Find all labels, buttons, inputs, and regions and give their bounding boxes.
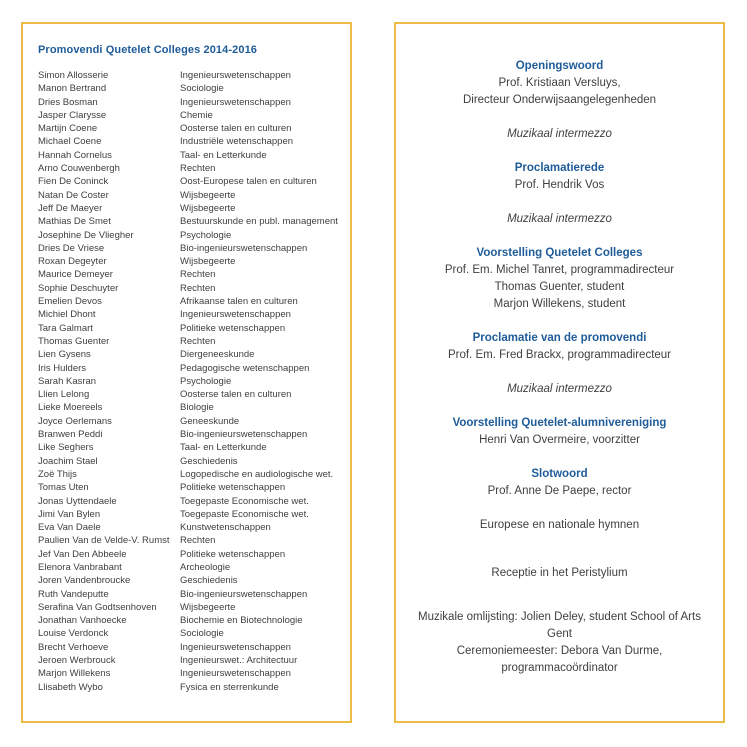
promovendus-name: Brecht Verhoeve (38, 641, 109, 653)
promovendus-field: Afrikaanse talen en culturen (180, 296, 298, 308)
promovendus-row (38, 614, 342, 627)
promovendus-name: Martijn Coene (38, 123, 98, 135)
promovendus-field: Pedagogische wetenschappen (180, 362, 310, 374)
promovendus-field: Ingenieurswet.: Architectuur (180, 655, 298, 667)
promovendus-name: Natan De Coster (38, 189, 109, 201)
promovendus-field: Archeologie (180, 561, 231, 573)
promovendus-row (38, 242, 342, 255)
promovendus-name: Jeroen Werbrouck (38, 655, 116, 667)
program-line: Thomas Guenter, student (494, 281, 625, 293)
promovendus-field: Toegepaste Economische wet. (180, 508, 309, 520)
promovendus-row (38, 69, 342, 82)
promovendus-name: Michael Coene (38, 136, 102, 148)
promovendi-title: Promovendi Quetelet Colleges 2014-2016 (38, 44, 257, 56)
promovendus-field: Wijsbegeerte (180, 256, 236, 268)
promovendus-row (38, 162, 342, 175)
promovendus-field: Psychologie (180, 229, 232, 241)
promovendus-row (38, 455, 342, 468)
promovendus-field: Wijsbegeerte (180, 189, 236, 201)
promovendus-field: Rechten (180, 535, 216, 547)
program-line: Proclamatierede (514, 162, 605, 174)
promovendus-field: Geneeskunde (180, 415, 240, 427)
program-line: Muzikaal intermezzo (507, 213, 612, 225)
promovendus-field: Bestuurskunde en publ. management (180, 216, 338, 228)
promovendus-row (38, 308, 342, 321)
promovendus-field: Biochemie en Biotechnologie (180, 615, 303, 627)
promovendus-field: Geschiedenis (180, 575, 238, 587)
promovendus-field: Diergeneeskunde (180, 349, 255, 361)
promovendus-row (38, 601, 342, 614)
promovendus-row (38, 215, 342, 228)
promovendus-name: Llien Lelong (38, 389, 90, 401)
promovendus-name: Jimi Van Bylen (38, 508, 101, 520)
promovendus-row (38, 428, 342, 441)
program-line: Directeur Onderwijsaangelegenheden (462, 94, 657, 106)
program-blocks (408, 58, 711, 582)
promovendus-row (38, 468, 342, 481)
promovendus-name: Thomas Guenter (38, 335, 110, 347)
program-credits (408, 609, 711, 677)
promovendus-name: Eva Van Daele (38, 522, 101, 534)
program-line: Proclamatie van de promovendi (472, 332, 647, 344)
program-line: Muzikaal intermezzo (507, 383, 612, 395)
promovendus-row (38, 588, 342, 601)
promovendus-field: Oosterse talen en culturen (180, 389, 292, 401)
promovendus-field: Chemie (180, 109, 213, 121)
promovendus-name: Sophie Deschuyter (38, 282, 119, 294)
promovendus-row (38, 681, 342, 694)
promovendus-row (38, 282, 342, 295)
promovendus-field: Ingenieurswetenschappen (180, 70, 291, 81)
promovendus-field: Bio-ingenieurswetenschappen (180, 588, 308, 600)
promovendus-row (38, 495, 342, 508)
promovendus-row (38, 295, 342, 308)
promovendus-field: Oost-Europese talen en culturen (180, 176, 317, 188)
promovendus-field: Ingenieurswetenschappen (180, 668, 291, 680)
promovendus-row (38, 96, 342, 109)
promovendus-row (38, 189, 342, 202)
promovendus-row (38, 82, 342, 95)
credit-line: Ceremoniemeester: Debora Van Durme, programmacoördinator (456, 645, 663, 674)
promovendus-field: Bio-ingenieurswetenschappen (180, 242, 308, 254)
promovendus-name: Manon Bertrand (38, 83, 107, 95)
promovendus-row (38, 268, 342, 281)
promovendus-name: Lieke Moereels (38, 402, 103, 414)
promovendus-row (38, 135, 342, 148)
program-line: Muzikaal intermezzo (507, 128, 612, 140)
promovendus-row (38, 401, 342, 414)
promovendus-name: Jeff De Maeyer (38, 202, 103, 214)
promovendus-name: Emelien Devos (38, 296, 102, 308)
promovendus-name: Ruth Vandeputte (38, 588, 109, 600)
promovendus-name: Elenora Vanbrabant (38, 561, 122, 573)
promovendus-field: Taal- en Letterkunde (180, 442, 267, 454)
promovendus-field: Taal- en Letterkunde (180, 149, 267, 161)
program-line: Receptie in het Peristylium (491, 567, 628, 579)
promovendus-name: Michiel Dhont (38, 309, 96, 321)
promovendus-name: Paulien Van de Velde-V. Rumst (38, 535, 170, 547)
promovendus-field: Politieke wetenschappen (180, 482, 286, 494)
promovendus-row (38, 627, 342, 640)
promovendus-row (38, 441, 342, 454)
promovendus-name: Joren Vandenbroucke (38, 575, 131, 587)
promovendus-field: Oosterse talen en culturen (180, 123, 292, 135)
promovendus-field: Ingenieurswetenschappen (180, 96, 291, 108)
promovendi-panel (21, 22, 352, 723)
promovendus-row (38, 229, 342, 242)
promovendus-field: Bio-ingenieurswetenschappen (180, 429, 308, 441)
promovendus-name: Tomas Uten (38, 482, 89, 494)
promovendus-field: Rechten (180, 282, 216, 294)
promovendus-field: Psychologie (180, 375, 232, 387)
promovendus-field: Industriële wetenschappen (180, 136, 294, 148)
promovendus-row (38, 548, 342, 561)
promovendus-field: Ingenieurswetenschappen (180, 309, 291, 321)
promovendus-row (38, 561, 342, 574)
program-line: Slotwoord (531, 468, 588, 480)
promovendus-field: Fysica en sterrenkunde (180, 681, 279, 693)
program-line: Prof. Em. Fred Brackx, programmadirecteur (447, 349, 672, 361)
promovendus-row (38, 521, 342, 534)
promovendus-name: Branwen Peddi (38, 429, 103, 441)
program-line: Prof. Em. Michel Tanret, programmadirecteur (444, 264, 675, 276)
program-line: Prof. Hendrik Vos (514, 179, 605, 191)
promovendus-field: Toegepaste Economische wet. (180, 495, 309, 507)
promovendus-field: Biologie (180, 402, 214, 414)
promovendus-name: Jef Van Den Abbeele (38, 548, 127, 560)
promovendus-name: Simon Allosserie (38, 70, 109, 81)
program-line: Openingswoord (515, 60, 604, 72)
credit-line: Muzikale omlijsting: Jolien Deley, student School of Arts Gent (418, 611, 701, 640)
promovendus-row (38, 149, 342, 162)
program-line: Prof. Anne De Paepe, rector (487, 485, 632, 497)
program-line: Marjon Willekens, student (493, 298, 626, 310)
promovendus-name: Arno Couwenbergh (38, 163, 120, 175)
promovendus-field: Sociologie (180, 83, 224, 95)
promovendus-name: Maurice Demeyer (38, 269, 113, 281)
promovendus-field: Politieke wetenschappen (180, 322, 286, 334)
promovendus-row (38, 348, 342, 361)
promovendus-field: Politieke wetenschappen (180, 548, 286, 560)
program-line: Henri Van Overmeire, voorzitter (479, 434, 640, 446)
promovendus-row (38, 534, 342, 547)
promovendus-field: Wijsbegeerte (180, 202, 236, 214)
promovendus-name: Tara Galmart (38, 322, 93, 334)
promovendus-name: Like Seghers (38, 442, 94, 454)
promovendus-name: Llisabeth Wybo (38, 681, 103, 693)
program-line: Voorstelling Quetelet-alumnivereniging (452, 417, 667, 429)
program-line: Voorstelling Quetelet Colleges (476, 247, 643, 259)
promovendus-field: Ingenieurswetenschappen (180, 641, 291, 653)
promovendus-name: Serafina Van Godtsenhoven (38, 601, 157, 613)
promovendus-name: Roxan Degeyter (38, 256, 107, 268)
promovendus-row (38, 109, 342, 122)
promovendus-name: Hannah Cornelus (38, 149, 112, 161)
promovendus-name: Jasper Clarysse (38, 109, 107, 121)
promovendus-name: Jonathan Vanhoecke (38, 615, 127, 627)
promovendi-list (38, 69, 342, 694)
promovendus-row (38, 375, 342, 388)
promovendus-row (38, 415, 342, 428)
promovendus-row (38, 654, 342, 667)
promovendus-row (38, 322, 342, 335)
promovendus-name: Jonas Uyttendaele (38, 495, 117, 507)
program-line: Prof. Kristiaan Versluys, (498, 77, 621, 89)
promovendus-name: Josephine De Vliegher (38, 229, 134, 241)
promovendus-row (38, 641, 342, 654)
promovendus-name: Joyce Oerlemans (38, 415, 112, 427)
promovendus-name: Lien Gysens (38, 349, 91, 361)
promovendus-field: Rechten (180, 163, 216, 175)
promovendus-name: Sarah Kasran (38, 375, 97, 387)
promovendus-name: Zoë Thijs (38, 468, 77, 480)
promovendus-row (38, 122, 342, 135)
promovendus-field: Kunstwetenschappen (180, 522, 271, 534)
promovendus-row (38, 255, 342, 268)
promovendus-name: Marjon Willekens (38, 668, 111, 680)
promovendus-row (38, 362, 342, 375)
program-line: Europese en nationale hymnen (479, 519, 640, 531)
promovendus-name: Dries Bosman (38, 96, 98, 108)
promovendus-row (38, 175, 342, 188)
promovendus-field: Rechten (180, 269, 216, 281)
promovendus-name: Mathias De Smet (38, 216, 111, 228)
promovendus-field: Sociologie (180, 628, 224, 640)
promovendus-row (38, 335, 342, 348)
promovendus-field: Logopedische en audiologische wet. (180, 468, 334, 480)
promovendus-row (38, 574, 342, 587)
promovendus-name: Iris Hulders (38, 362, 87, 374)
promovendus-row (38, 667, 342, 680)
promovendus-name: Louise Verdonck (38, 628, 109, 640)
program-panel (394, 22, 725, 723)
promovendus-row (38, 508, 342, 521)
promovendus-field: Rechten (180, 335, 216, 347)
promovendus-field: Wijsbegeerte (180, 601, 236, 613)
promovendus-row (38, 388, 342, 401)
promovendus-row (38, 202, 342, 215)
promovendus-field: Geschiedenis (180, 455, 238, 467)
promovendus-name: Dries De Vriese (38, 242, 105, 254)
promovendus-name: Joachim Stael (38, 455, 98, 467)
promovendus-row (38, 481, 342, 494)
promovendus-name: Fien De Coninck (38, 176, 109, 188)
